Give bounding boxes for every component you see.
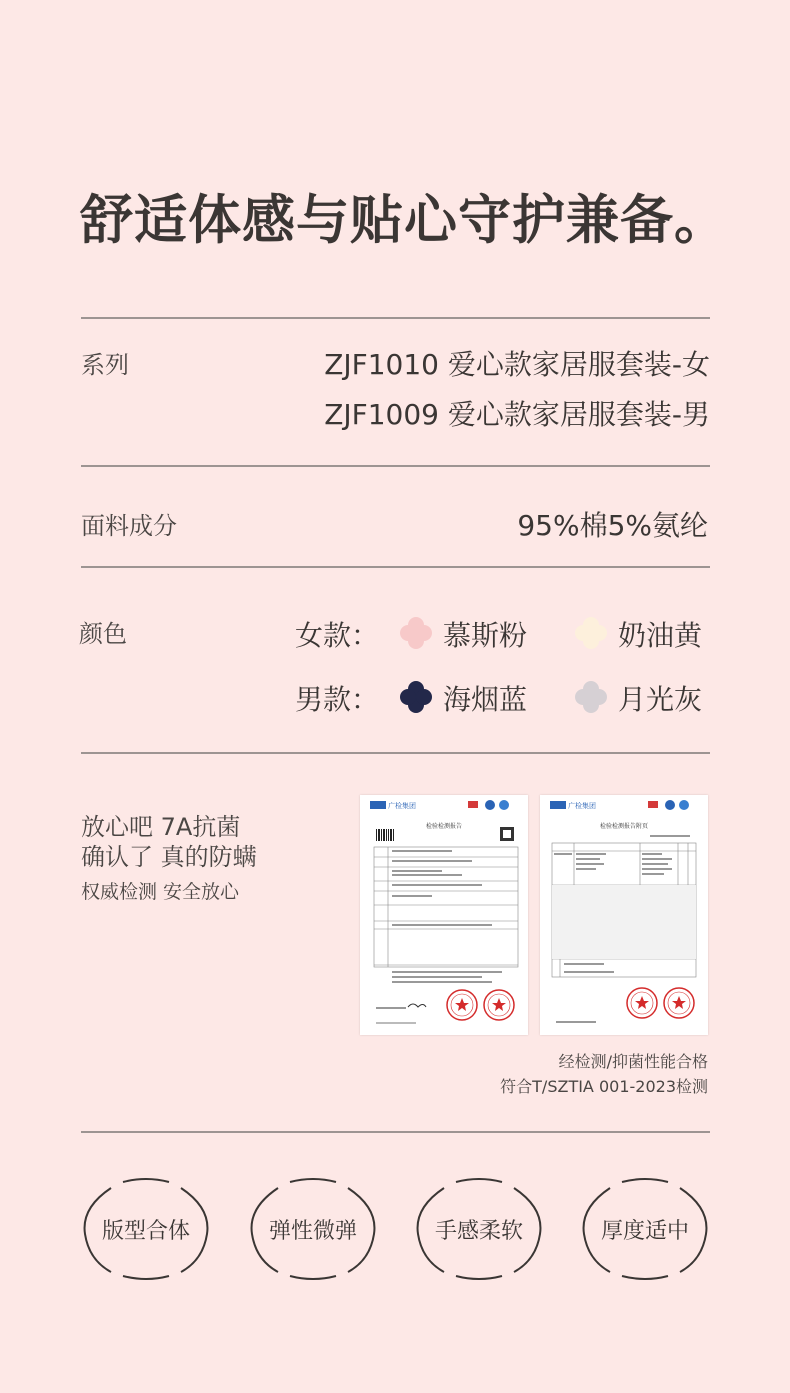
cert-note-2: 符合T/SZTIA 001-2023检测 bbox=[500, 1077, 708, 1096]
cert-headline-2: 确认了 真的防螨 bbox=[81, 843, 257, 871]
feature-badge-elastic bbox=[248, 1178, 378, 1280]
color-name-cream-yellow: 奶油黄 bbox=[618, 619, 703, 652]
divider bbox=[81, 566, 710, 568]
swatch-icon-cream-yellow bbox=[574, 616, 608, 650]
swatch-icon-moonlight-grey bbox=[574, 680, 608, 714]
divider bbox=[81, 752, 710, 754]
color-name-moonlight-grey: 月光灰 bbox=[618, 683, 703, 716]
feature-badge-thickness bbox=[580, 1178, 710, 1280]
test-report-image bbox=[360, 795, 528, 1035]
feature-label: 弹性微弹 bbox=[268, 1218, 357, 1244]
swatch-icon-navy-blue bbox=[399, 680, 433, 714]
women-colors-label: 女款： bbox=[295, 619, 380, 652]
divider bbox=[81, 1131, 710, 1133]
page-title: 舒适体感与贴心守护兼备。 bbox=[80, 190, 728, 251]
fabric-value: 95%棉5%氨纶 bbox=[517, 509, 708, 542]
feature-label: 版型合体 bbox=[101, 1218, 190, 1244]
feature-label: 手感柔软 bbox=[434, 1218, 523, 1244]
men-colors-label: 男款： bbox=[295, 683, 380, 716]
divider bbox=[81, 465, 710, 467]
doc-org-name: 广检集团 bbox=[568, 802, 596, 810]
fabric-label: 面料成分 bbox=[81, 512, 177, 540]
series-line-women: ZJF1010 爱心款家居服套装-女 bbox=[324, 348, 710, 381]
doc-heading: 检验检测报告附页 bbox=[599, 823, 649, 830]
doc-heading: 检验检测报告 bbox=[425, 823, 463, 830]
color-name-mousse-pink: 慕斯粉 bbox=[443, 619, 528, 652]
cert-note-1: 经检测/抑菌性能合格 bbox=[558, 1052, 708, 1071]
test-report-appendix-image bbox=[540, 795, 708, 1035]
feature-label: 厚度适中 bbox=[600, 1218, 689, 1244]
doc-org-name: 广检集团 bbox=[388, 802, 416, 810]
series-label: 系列 bbox=[81, 351, 129, 379]
colors-label: 颜色 bbox=[79, 620, 127, 648]
feature-badge-fit bbox=[81, 1178, 211, 1280]
series-line-men: ZJF1009 爱心款家居服套装-男 bbox=[324, 398, 710, 431]
cert-subline: 权威检测 安全放心 bbox=[81, 881, 240, 903]
swatch-icon-mousse-pink bbox=[399, 616, 433, 650]
color-name-navy-blue: 海烟蓝 bbox=[443, 683, 528, 716]
divider bbox=[81, 317, 710, 319]
feature-badge-soft bbox=[414, 1178, 544, 1280]
cert-headline-1: 放心吧 7A抗菌 bbox=[81, 813, 241, 841]
